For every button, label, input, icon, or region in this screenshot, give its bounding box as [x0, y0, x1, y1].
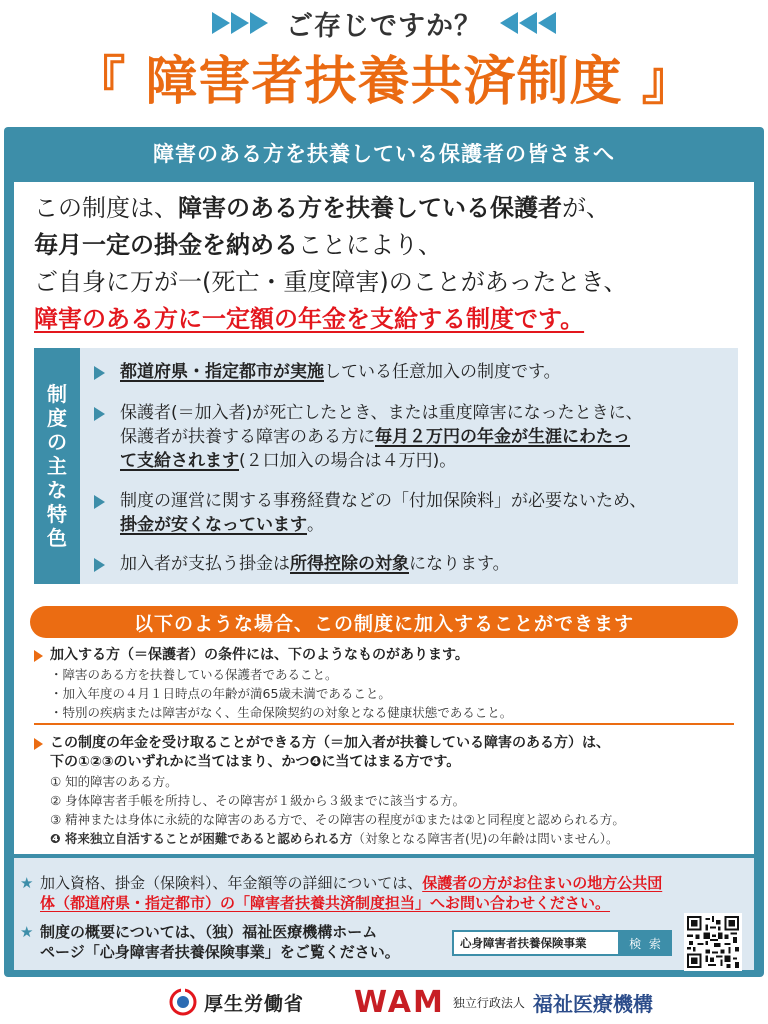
intro-paragraph [34, 190, 744, 338]
intro-line-3: ご自身に万が一(死亡・重度障害)のことがあったとき、 [34, 268, 628, 296]
intro-l1-a: この制度は、 [34, 194, 178, 222]
intro-l2-b: ことにより、 [298, 231, 442, 259]
features-label [34, 348, 80, 584]
feature-4-b: 所得控除の対象 [290, 554, 409, 574]
condition-2-head-2: 下の①②③のいずれかに当てはまり、かつ❹に当てはまる方です。 [50, 754, 461, 770]
condition-2-item: ② 身体障害者手帳を所持し、その障害が１級から３級までに該当する方。 [50, 793, 466, 808]
arrow-decoration-right [500, 12, 556, 34]
condition-2-item-4b: （対象となる障害者(児)の年齢は問いません）。 [352, 831, 619, 846]
mhlw-logo-group [168, 984, 304, 1020]
orange-divider [34, 723, 734, 725]
triangle-bullet-icon [94, 558, 105, 572]
frame-header: 障害のある方を扶養している保護者の皆さまへ [153, 142, 615, 166]
condition-1 [34, 646, 512, 722]
note-1-line-1b: 保護者の方がお住まいの地方公共団 [422, 874, 663, 892]
feature-1-text: している任意加入の制度です。 [324, 362, 561, 382]
features-label-char: 度 [47, 406, 67, 430]
feature-3-line-1: 制度の運営に関する事務経費などの「付加保険料」が必要ないため、 [120, 491, 647, 511]
note-1 [20, 873, 662, 913]
arrow-decoration-left [212, 12, 268, 34]
feature-4 [94, 552, 510, 576]
feature-4-c: になります。 [409, 554, 510, 574]
feature-2 [94, 401, 643, 473]
feature-4-a: 加入者が支払う掛金は [120, 554, 290, 574]
feature-2-line-3b: (２口加入の場合は４万円)。 [239, 451, 457, 471]
condition-2-head-1: この制度の年金を受け取ることができる方（＝加入者が扶養している障害のある方）は、 [50, 735, 610, 751]
condition-2-item-4 [50, 829, 625, 848]
wam-logo: WAM [354, 984, 445, 1020]
feature-1 [94, 360, 561, 384]
condition-2-item-4a: ❹ 将来独立自活することが困難であると認められる方 [50, 831, 353, 846]
mhlw-name: 厚生労働省 [204, 992, 305, 1015]
condition-2 [34, 734, 625, 848]
feature-2-line-2b: 毎月２万円の年金が生涯にわたっ [375, 427, 630, 447]
features-label-char: 特 [47, 502, 67, 526]
note-2-line-2: ページ「心身障害者扶養保険事業」をご覧ください。 [40, 943, 400, 961]
condition-1-item: ・障害のある方を扶養している保護者であること。 [50, 667, 338, 682]
condition-1-item: ・特別の疾病または障害がなく、生命保険契約の対象となる健康状態であること。 [50, 705, 513, 720]
intro-l1-b: 障害のある方を扶養している保護者 [178, 194, 562, 222]
note-2-line-1: 制度の概要については、（独）福祉医療機構ホーム [40, 923, 378, 941]
qr-code-icon[interactable] [684, 913, 742, 971]
star-icon: ★ [20, 923, 34, 941]
intro-l1-c: が、 [562, 194, 610, 222]
feature-3 [94, 489, 646, 537]
features-label-char: 色 [47, 526, 67, 550]
features-label-char: 制 [47, 382, 67, 406]
orange-triangle-icon [34, 650, 43, 662]
mhlw-logo-icon [168, 987, 198, 1017]
intro-line-1 [34, 190, 744, 227]
condition-1-head: 加入する方（＝保護者）の条件には、下のようなものがあります。 [50, 647, 469, 663]
feature-1-emph: 都道府県・指定都市が実施 [120, 362, 324, 382]
note-1-line-1a: 加入資格、掛金（保険料）、年金額等の詳細については、 [40, 874, 423, 892]
intro-l2-a: 毎月一定の掛金を納める [34, 231, 298, 259]
features-label-char: 主 [47, 454, 67, 478]
features-label-char: の [47, 430, 67, 454]
search-button[interactable]: 検 索 [620, 930, 672, 956]
triangle-bullet-icon [94, 495, 105, 509]
intro-text: ご存じですか？ [286, 10, 482, 42]
feature-3-line-2b: 。 [307, 515, 324, 535]
feature-3-line-2a: 掛金が安くなっています [120, 515, 307, 535]
condition-2-item: ③ 精神または身体に永続的な障害のある方で、その障害の程度が①または②と同程度と認められる方。 [50, 812, 625, 827]
feature-2-line-1: 保護者(＝加入者)が死亡したとき、または重度障害になったときに、 [120, 403, 643, 423]
wam-org-type: 独立行政法人 [452, 995, 525, 1010]
star-icon: ★ [20, 874, 34, 892]
feature-2-line-3a: て支給されます [120, 451, 239, 471]
intro-line-2 [34, 227, 744, 264]
orange-triangle-icon [34, 738, 43, 750]
page-title: 『 障害者扶養共済制度 』 [73, 52, 695, 112]
intro-line-4: 障害のある方に一定額の年金を支給する制度です。 [34, 305, 585, 333]
eligibility-banner: 以下のような場合、この制度に加入することができます [30, 606, 738, 638]
wam-org-name: 福祉医療機構 [532, 991, 653, 1016]
search-input[interactable]: 心身障害者扶養保険事業 [452, 930, 620, 956]
triangle-bullet-icon [94, 366, 105, 380]
intro-heading [0, 4, 768, 42]
note-1-line-2: 体（都道府県・指定都市）の「障害者扶養共済制度担当」へお問い合わせください。 [40, 894, 611, 912]
features-label-char: な [47, 478, 67, 502]
note-2 [20, 922, 400, 962]
feature-2-line-2a: 保護者が扶養する障害のある方に [120, 427, 375, 447]
condition-1-item: ・加入年度の４月１日時点の年齢が満65歳未満であること。 [50, 686, 391, 701]
triangle-bullet-icon [94, 407, 105, 421]
condition-2-item: ① 知的障害のある方。 [50, 774, 178, 789]
wam-logo-group [354, 984, 653, 1020]
